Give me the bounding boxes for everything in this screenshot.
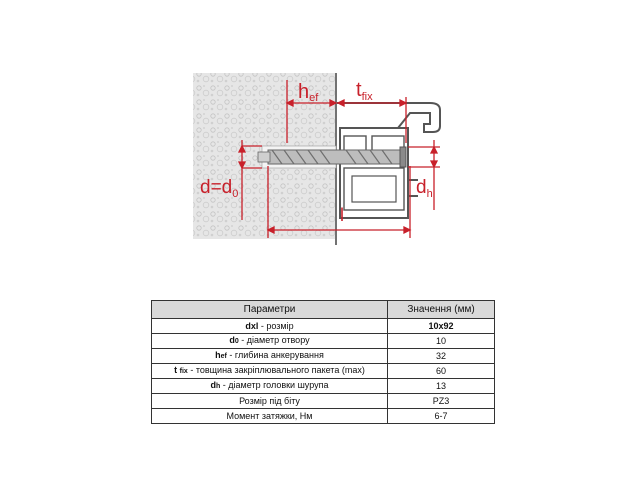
param-cell (152, 319, 388, 334)
param-symbol: h (215, 350, 221, 360)
param-cell: Момент затяжки, Нм (152, 409, 388, 424)
table-row (152, 319, 495, 334)
label-hef: hef (298, 81, 319, 104)
param-desc: - глибина анкерування (226, 350, 324, 360)
label-d-d0: $d=d_0$ (200, 177, 239, 200)
table-row (152, 334, 495, 349)
table-row (152, 379, 495, 394)
table-header-row (152, 301, 495, 319)
value-cell: 60 (388, 364, 495, 379)
header-values: Значення (мм) (388, 301, 495, 319)
table-row (152, 364, 495, 379)
param-symbol: d (229, 335, 235, 345)
param-cell (152, 364, 388, 379)
param-desc: - товщина закріплювального пакета (max) (187, 365, 365, 375)
label-dh: $d_h$ (416, 177, 433, 200)
label-tfix: $t_{fix}$ (356, 79, 373, 103)
header-parameters: Параметри (152, 301, 388, 319)
param-symbol-sub: ef (220, 353, 227, 360)
param-symbol: dxl (245, 320, 259, 331)
param-desc: - діаметр головки шурупа (220, 380, 329, 390)
value-cell: 10x92 (388, 319, 495, 334)
param-symbol: t (174, 365, 178, 375)
param-symbol-sub: 0 (234, 338, 239, 345)
param-symbol-sub: fix (179, 368, 188, 375)
value-cell: 13 (388, 379, 495, 394)
param-cell (152, 334, 388, 349)
value-cell: 32 (388, 349, 495, 364)
param-symbol-sub: h (216, 383, 221, 390)
anchor-bolt (258, 147, 406, 167)
value-cell: PZ3 (388, 394, 495, 409)
value-cell: 6-7 (388, 409, 495, 424)
table-row (152, 349, 495, 364)
value-cell: 10 (388, 334, 495, 349)
param-symbol: d (210, 380, 217, 390)
param-desc: - діаметр отвору (238, 335, 310, 345)
label-l: l (340, 205, 344, 225)
param-cell (152, 379, 388, 394)
param-desc: - розмір (258, 320, 294, 331)
param-cell (152, 349, 388, 364)
parameters-table (151, 300, 495, 424)
table-row (152, 394, 495, 409)
param-cell: Розмір під біту (152, 394, 388, 409)
table-row (152, 409, 495, 424)
